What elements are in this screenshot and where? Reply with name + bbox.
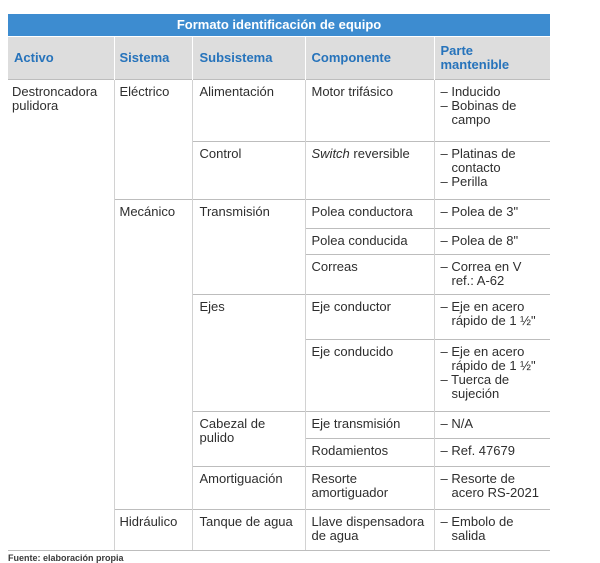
cell-parte-mantenible [434, 80, 550, 142]
cell-sistema: Mecánico [114, 200, 192, 510]
part-item: – Correa en V ref.: A-62 [440, 259, 522, 288]
title-row [8, 14, 550, 37]
cell-componente: Eje conductor [305, 295, 434, 340]
column-header-activo: Activo [8, 37, 114, 80]
part-item: – Perilla [440, 174, 488, 189]
part-item: – Eje en acero rápido de 1 ½" [440, 299, 536, 328]
part-item: – Bobinas de campo [440, 98, 517, 127]
equipment-identification-table [8, 14, 550, 551]
part-item: – Ref. 47679 [440, 443, 515, 458]
cell-componente: Eje transmisión [305, 412, 434, 439]
table-source-note: Fuente: elaboración propia [8, 553, 124, 563]
part-item: – Tuerca de sujeción [440, 372, 510, 401]
component-name: reversible [353, 146, 410, 161]
column-header-sistema: Sistema [114, 37, 192, 80]
cell-sistema: Hidráulico [114, 510, 192, 551]
cell-componente: Motor trifásico [305, 80, 434, 142]
cell-subsistema: Control [192, 142, 305, 200]
cell-parte-mantenible [434, 439, 550, 467]
cell-parte-mantenible [434, 510, 550, 551]
cell-subsistema: Amortiguación [192, 467, 305, 510]
cell-activo: Destroncadora pulidora [8, 80, 114, 551]
cell-componente [305, 142, 434, 200]
cell-sistema: Eléctrico [114, 80, 192, 200]
cell-subsistema [192, 412, 305, 467]
table-title: Formato identificación de equipo [8, 14, 550, 37]
cell-parte-mantenible [434, 340, 550, 412]
header-row [8, 37, 550, 80]
part-item: – Embolo de salida [440, 514, 514, 543]
part-item: – Polea de 8" [440, 233, 519, 248]
cell-componente: Rodamientos [305, 439, 434, 467]
cell-parte-mantenible [434, 255, 550, 295]
part-item: – Polea de 3" [440, 204, 519, 219]
cell-componente: Llave dispensadora de agua [305, 510, 434, 551]
cell-componente: Polea conducida [305, 229, 434, 255]
part-item: – Resorte de acero RS-2021 [440, 471, 539, 500]
cell-subsistema: Alimentación [192, 80, 305, 142]
cell-parte-mantenible [434, 295, 550, 340]
cell-subsistema: Ejes [192, 295, 305, 412]
cell-parte-mantenible [434, 467, 550, 510]
part-item: – Eje en acero rápido de 1 ½" [440, 344, 536, 373]
table-row [8, 80, 550, 142]
part-item: – Inducido [440, 84, 501, 99]
cell-parte-mantenible [434, 200, 550, 229]
subsystem-name: Cabezal de pulido [199, 416, 266, 445]
cell-componente: Eje conducido [305, 340, 434, 412]
cell-subsistema: Transmisión [192, 200, 305, 295]
cell-parte-mantenible [434, 229, 550, 255]
component-name-italic: Switch [311, 146, 350, 161]
column-header-subsistema: Subsistema [192, 37, 305, 80]
part-item: – N/A [440, 416, 474, 431]
cell-componente: Polea conductora [305, 200, 434, 229]
cell-parte-mantenible [434, 412, 550, 439]
cell-componente: Correas [305, 255, 434, 295]
part-item: – Platinas de contacto [440, 146, 516, 175]
column-header-componente: Componente [305, 37, 434, 80]
cell-subsistema: Tanque de agua [192, 510, 305, 551]
column-header-parte-mantenible [434, 37, 550, 80]
cell-parte-mantenible [434, 142, 550, 200]
cell-componente: Resorte amortiguador [305, 467, 434, 510]
column-header-parte-mantenible-label: Parte mantenible [440, 43, 510, 72]
